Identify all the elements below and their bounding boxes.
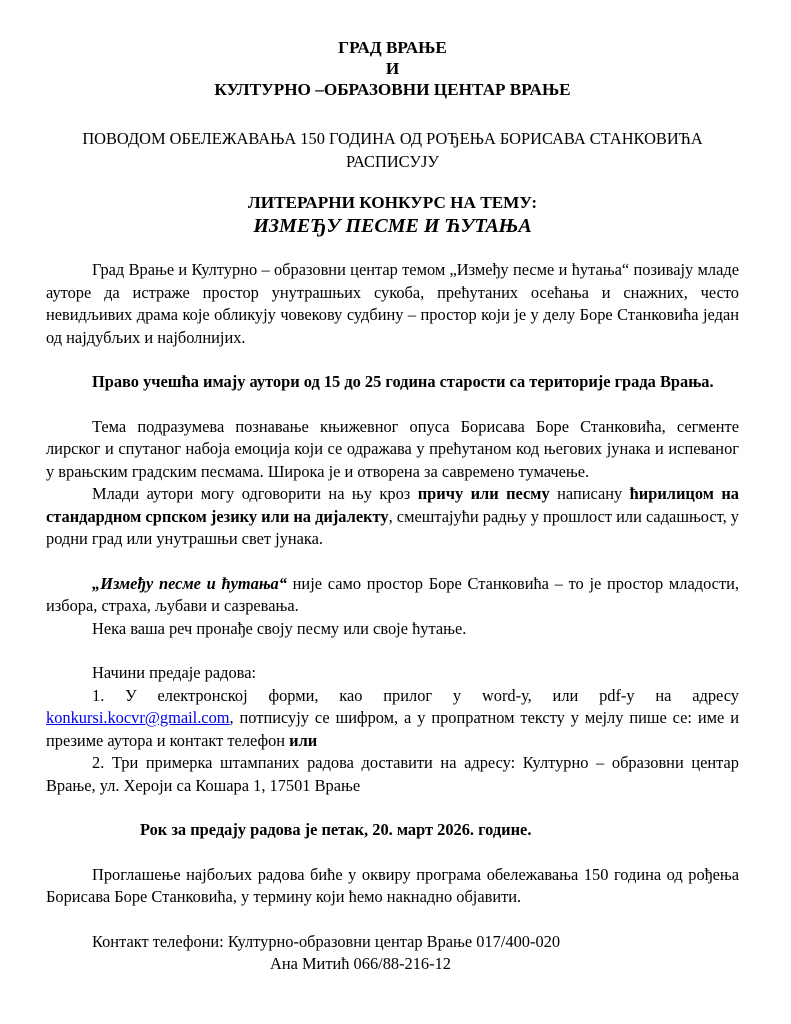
announce-verb: РАСПИСУЈУ <box>346 151 439 171</box>
header-city: ГРАД ВРАЊЕ <box>338 38 447 57</box>
submission-item-2: 2. Три примерка штампаних радова доставити на адресу: Културно – образовни центар Врање, ул. Хероји са Кошара 1, 17501 Врање <box>46 753 739 795</box>
contacts-line-1: Контакт телефони: Културно-образовни центар Врање 017/400-020 <box>92 931 561 951</box>
theme-paragraph: Тема подразумева познавање књижевног опуса Борисава Боре Станковића, сегменте лирског и спутаног набоја емоција који се одражава у прећутаном код његових јунака и испеваног у врањским градским песмама. Широка је и отворена за савремено тумачење. <box>46 416 739 481</box>
submission-item-1 <box>46 685 739 753</box>
email-link[interactable]: konkursi.kocvr@gmail.com <box>46 708 230 727</box>
header-center: КУЛТУРНО –ОБРАЗОВНИ ЦЕНТАР ВРАЊЕ <box>214 80 571 99</box>
form-text-2: написану <box>549 484 630 503</box>
submission-item-1-text-2: , потписују се шифром, а у пропратном тексту у мејлу пише се: име и презиме аутора и контакт телефон <box>46 708 739 750</box>
eligibility-paragraph: Право учешћа имају аутори од 15 до 25 година старости са територије града Врања. <box>92 372 714 391</box>
header-and: И <box>385 59 400 78</box>
intro-paragraph: Град Врање и Културно – образовни центар темом „Између песме и ћутања“ позивају младе ауторе да истраже простор унутрашњих сукоба, прећутаних осећања и снажних, често невидљивих драма које обликују човекову судбину – простор који је у делу Боре Станковића један од најдубљих и најболнијих. <box>46 260 739 347</box>
closing-quote: „Између песме и ћутања“ <box>92 573 287 593</box>
form-bold-language: ћирилицом на стандардном српском језику или на дијалекту <box>46 484 739 526</box>
closing-rest: није само простор Боре Станковића – то је простор младости, избора, страха, љубави и сазревања. <box>46 573 739 615</box>
submission-item-1-text: 1. У електронској форми, као прилог у word-у, или pdf-у на адресу <box>92 685 739 705</box>
deadline: Рок за предају радова је петак, 20. март 2026. године. <box>140 820 532 839</box>
form-bold-genre: причу или песму <box>417 484 550 503</box>
announcement-paragraph: Проглашење најбољих радова биће у оквиру програма обележавања 150 година од рођења Борисава Боре Станковића, у термину који ћемо накнадно објавити. <box>46 864 739 906</box>
closing-line: Нека ваша реч пронађе своју песму или своје ћутање. <box>92 618 467 638</box>
contest-theme: ИЗМЕЂУ ПЕСМЕ И ЋУТАЊА <box>253 215 532 237</box>
form-paragraph <box>46 483 739 551</box>
form-text-1: Млади аутори могу одговорити на њу кроз <box>92 484 418 503</box>
submission-heading: Начини предаје радова: <box>92 663 257 682</box>
contest-title: ЛИТЕРАРНИ КОНКУРС НА ТЕМУ: <box>247 193 538 212</box>
closing-paragraph <box>46 573 739 618</box>
occasion-line: ПОВОДОМ ОБЕЛЕЖАВАЊА 150 ГОДИНА ОД РОЂЕЊА БОРИСАВА СТАНКОВИЋА <box>82 129 703 148</box>
submission-or: или <box>289 730 318 750</box>
contacts-line-2: Ана Митић 066/88-216-12 <box>270 954 451 973</box>
form-text-3: , смештајући радњу у прошлост или садашњост, у родни град или унутрашњи свет јунака. <box>46 506 740 548</box>
